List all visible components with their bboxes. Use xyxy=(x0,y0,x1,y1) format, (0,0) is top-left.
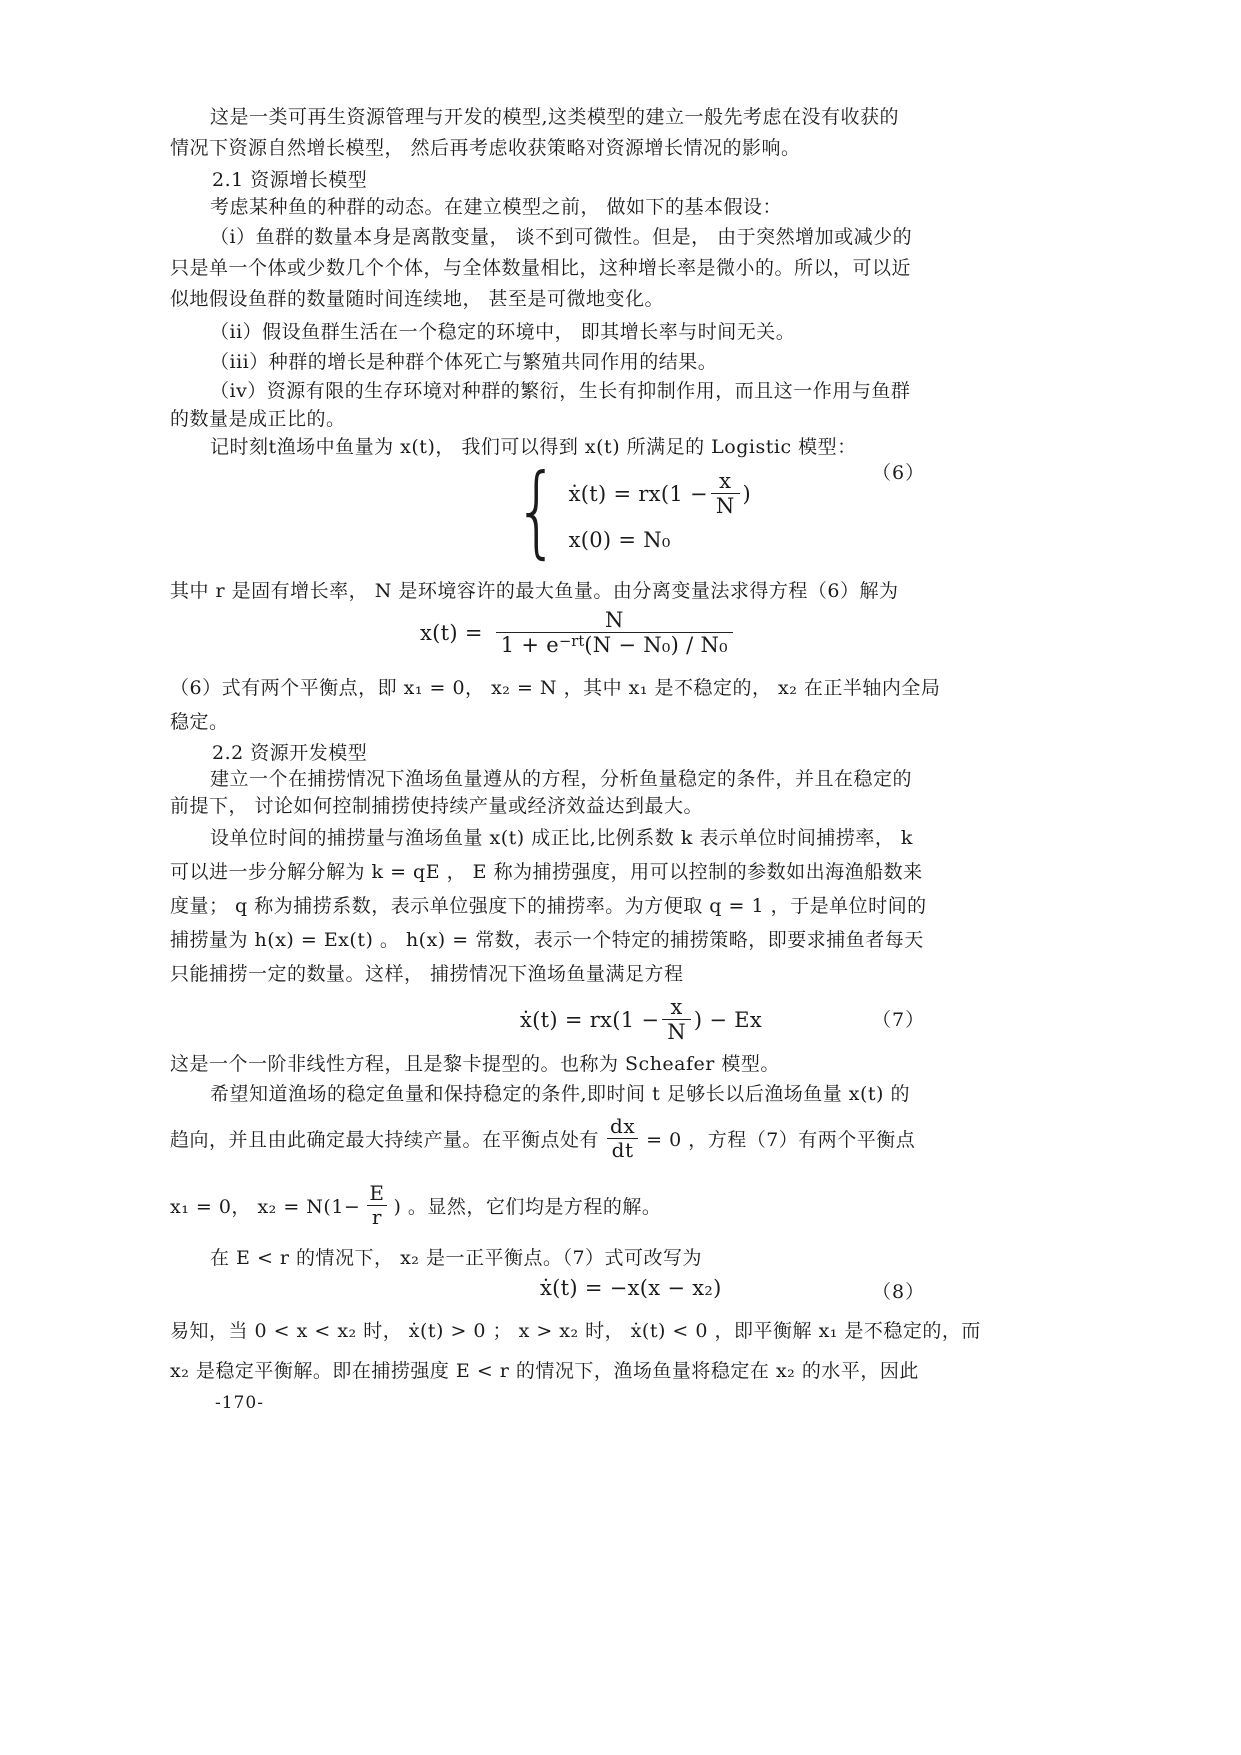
fraction-denominator: dt xyxy=(607,1138,639,1162)
equation-text: ẋ(t) = rx(1 − xyxy=(568,481,708,506)
paragraph-line: 情况下资源自然增长模型， 然后再考虑收获策略对资源增长情况的影响。 xyxy=(170,137,801,159)
paragraph-dev-intro xyxy=(170,766,920,820)
equation-6-label: （6） xyxy=(872,462,926,484)
fraction-x-over-N xyxy=(662,995,691,1044)
paragraph-line: 似地假设鱼群的数量随时间连续地， 甚至是可微地变化。 xyxy=(170,288,665,310)
equation-6-rows xyxy=(569,469,751,552)
paragraph-line: 稳定。 xyxy=(170,711,229,733)
paragraph-segment: 趋向，并且由此确定最大持续产量。在平衡点处有 xyxy=(170,1128,600,1151)
paragraph-segment: = 0 ，方程（7）有两个平衡点 xyxy=(646,1128,916,1151)
paragraph-line: 设单位时间的捕捞量与渔场鱼量 x(t) 成正比,比例系数 k 表示单位时间捕捞率， k xyxy=(210,827,913,849)
cases-brace: { xyxy=(514,452,560,569)
fraction-denominator: N xyxy=(711,493,740,518)
paragraph-line: （6）式有两个平衡点，即 x₁ = 0， x₂ = N ，其中 x₁ 是不稳定的， x₂ 在正半轴内全局 xyxy=(170,677,941,699)
paragraph-line: 其中 r 是固有增长率， N 是环境容许的最大鱼量。由分离变量法求得方程（6）解为 xyxy=(170,580,899,602)
paragraph-line: 可以进一步分解分解为 k = qE ， E 称为捕捞强度，用可以控制的参数如出海渔船数来 xyxy=(170,861,923,883)
equation-8 xyxy=(540,1276,722,1300)
fraction-denominator: N xyxy=(662,1019,691,1044)
fraction-E-over-r xyxy=(364,1182,389,1229)
paragraph-case-er xyxy=(170,1243,920,1273)
paragraph-line: 记时刻t渔场中鱼量为 x(t)， 我们可以得到 x(t) 所满足的 Logistic 模型： xyxy=(210,436,857,458)
paragraph-line: （i）鱼群的数量本身是离散变量， 谈不到可微性。但是， 由于突然增加或减少的 xyxy=(210,226,913,248)
paragraph-line: 这是一类可再生资源管理与开发的模型,这类模型的建立一般先考虑在没有收获的 xyxy=(210,106,900,128)
paragraph-line: （iv）资源有限的生存环境对种群的繁衍，生长有抑制作用，而且这一作用与鱼群 xyxy=(210,380,911,402)
fraction-denominator xyxy=(496,632,733,657)
equation-7 xyxy=(520,995,762,1044)
paragraph-assumption-iii xyxy=(170,347,920,377)
equation-text: ẋ(t) = rx(1 − xyxy=(520,1007,660,1032)
equation-lhs: x(t) = xyxy=(420,620,483,645)
fraction-numerator: x xyxy=(719,468,732,493)
paragraph-analysis xyxy=(170,1311,981,1391)
paragraph-stable-intro xyxy=(170,1079,920,1109)
section-heading-2-2: 2.2 资源开发模型 xyxy=(212,742,368,764)
paragraph-equilibrium-6 xyxy=(170,671,941,739)
paragraph-intro xyxy=(170,102,920,164)
paragraph-line: 的数量是成正比的。 xyxy=(170,408,346,430)
paragraph-segment: ) 。显然，它们均是方程的解。 xyxy=(393,1195,662,1218)
paragraph-equilibrium-points xyxy=(170,1174,920,1236)
fraction-numerator: E xyxy=(369,1180,385,1205)
equation-8-label: （8） xyxy=(872,1281,926,1303)
equation-6-row1 xyxy=(569,469,751,518)
exponent: −rt xyxy=(559,633,585,651)
paragraph-line: （iii）种群的增长是种群个体死亡与繁殖共同作用的结果。 xyxy=(210,351,718,373)
equation-text: ) xyxy=(742,481,752,506)
equation-solution-6 xyxy=(420,608,736,657)
equation-6 xyxy=(505,452,752,569)
paragraph-assumption-iv xyxy=(170,377,920,433)
fraction-numerator: dx xyxy=(610,1113,636,1138)
fraction-dx-over-dt xyxy=(605,1115,640,1162)
equation-text: ) − Ex xyxy=(693,1007,763,1032)
equation-text: x(0) = N₀ xyxy=(568,528,671,553)
paragraph-line: 度量； q 称为捕捞系数，表示单位强度下的捕捞率。为方便取 q = 1 ，于是单位时间的 xyxy=(170,895,927,917)
paragraph-line: 希望知道渔场的稳定鱼量和保持稳定的条件,即时间 t 足够长以后渔场鱼量 x(t) 的 xyxy=(210,1083,911,1105)
paragraph-line: 建立一个在捕捞情况下渔场鱼量遵从的方程，分析鱼量稳定的条件，并且在稳定的 xyxy=(210,768,913,790)
paragraph-line: 只能捕捞一定的数量。这样， 捕捞情况下渔场鱼量满足方程 xyxy=(170,963,684,985)
fraction-solution xyxy=(496,608,733,657)
paragraph-line: x₂ 是稳定平衡解。即在捕捞强度 E < r 的情况下，渔场鱼量将稳定在 x₂ 的水平，因此 xyxy=(170,1360,919,1382)
paragraph-line: 前提下， 讨论如何控制捕捞使持续产量或经济效益达到最大。 xyxy=(170,795,704,817)
denominator-rest: (N − N₀) / N₀ xyxy=(584,633,728,658)
paragraph-line: 易知，当 0 < x < x₂ 时， ẋ(t) > 0 ； x > x₂ 时， ẋ(t) < 0 ，即平衡解 x₁ 是不稳定的，而 xyxy=(170,1320,981,1342)
paragraph-assumption-i xyxy=(170,222,920,315)
equation-text: ẋ(t) = −x(x − x₂) xyxy=(540,1276,722,1300)
paragraph-dynamics xyxy=(170,192,920,222)
paragraph-line: 这是一个一阶非线性方程，且是黎卡提型的。也称为 Scheafer 模型。 xyxy=(170,1053,780,1075)
paragraph-harvest xyxy=(170,821,927,991)
paragraph-line: 只是单一个体或少数几个个体，与全体数量相比，这种增长率是微小的。所以，可以近 xyxy=(170,257,912,279)
paragraph-line: 捕捞量为 h(x) = Ex(t) 。 h(x) = 常数，表示一个特定的捕捞策略，即要求捕鱼者每天 xyxy=(170,929,924,951)
fraction-x-over-N xyxy=(711,469,740,518)
paragraph-assumption-ii xyxy=(170,317,920,347)
fraction-denominator: r xyxy=(367,1205,387,1229)
equation-7-label: （7） xyxy=(872,1009,926,1031)
section-heading-2-1: 2.1 资源增长模型 xyxy=(212,169,368,191)
paragraph-line: 在 E < r 的情况下， x₂ 是一正平衡点。（7）式可改写为 xyxy=(210,1247,703,1269)
fraction-numerator: N xyxy=(604,608,624,632)
paragraph-tend xyxy=(170,1108,920,1168)
page-number: -170- xyxy=(215,1393,264,1413)
paragraph-after-eq6 xyxy=(170,576,920,606)
paragraph-segment: x₁ = 0， x₂ = N(1− xyxy=(170,1195,361,1218)
paragraph-line: （ii）假设鱼群生活在一个稳定的环境中， 即其增长率与时间无关。 xyxy=(210,321,796,343)
denominator-base: 1 + e xyxy=(500,633,559,658)
fraction-numerator: x xyxy=(670,995,683,1019)
paragraph-line: 考虑某种鱼的种群的动态。在建立模型之前， 做如下的基本假设： xyxy=(210,196,783,218)
paragraph-scheafer xyxy=(170,1049,920,1079)
equation-6-row2 xyxy=(569,528,751,552)
